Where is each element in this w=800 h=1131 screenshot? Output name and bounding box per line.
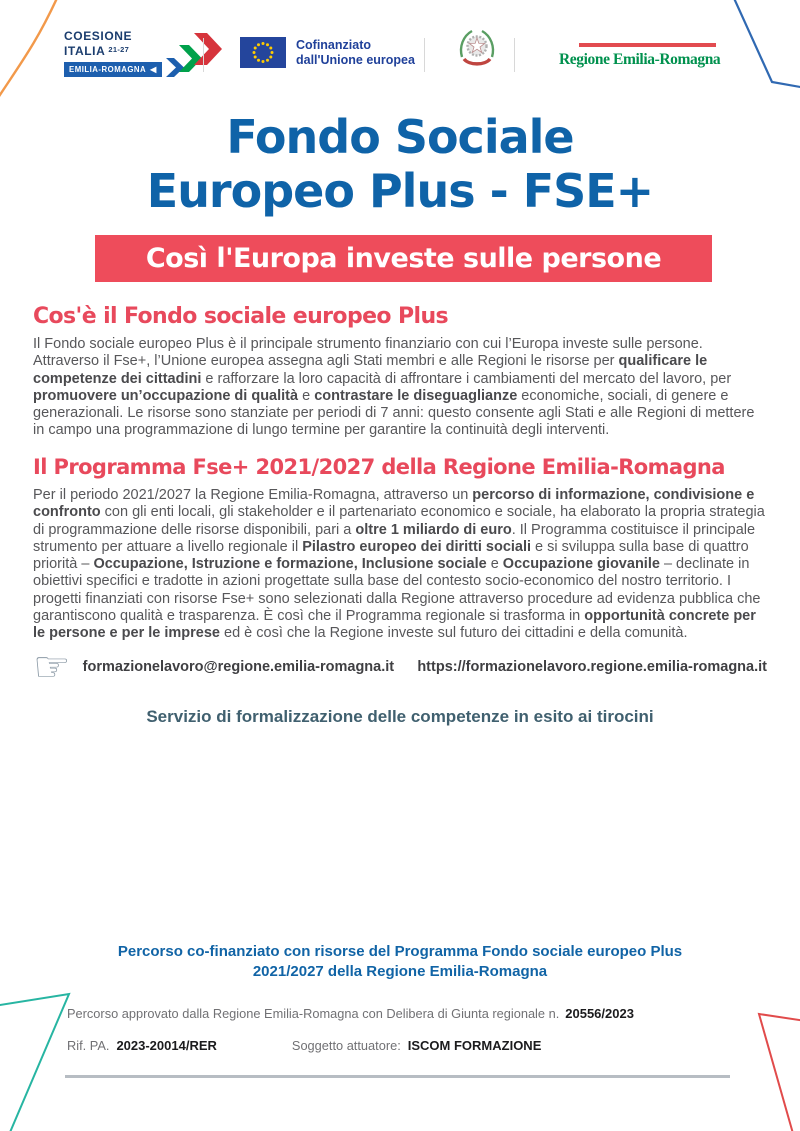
rer-logo-red-bar [579,43,716,47]
red-triangle-decoration [759,1014,800,1131]
rif-pa-value: 2023-20014/RER [116,1038,217,1053]
section2-heading: Il Programma Fse+ 2021/2027 della Regione Emilia-Romagna [33,455,725,479]
header-separator [424,38,425,72]
orange-arc-decoration [0,0,58,104]
rif-pa-label: Rif. PA. [67,1038,110,1053]
coesione-region-bar: EMILIA-ROMAGNA ◀ [64,62,162,77]
service-title: Servizio di formalizzazione delle competenze in esito ai tirocini [146,707,654,726]
eu-cofinanced-label: Cofinanziato dall'Unione europea [296,37,415,67]
coesione-italia-logo [64,30,224,78]
section2-paragraph: Per il periodo 2021/2027 la Regione Emilia-Romagna, attraverso un percorso di informazione, condivisione e confronto con gli enti locali, gli stakeholder e il partenariato economico e sociale, ha elaborato la propria strategia di programmazione delle risorse disponibili, pari a oltre 1 miliardo di euro. Il Programma costituisce il principale strumento per attuare a livello regionale il Pilastro europeo dei diritti sociali e si sviluppa sulla base di quattro priorità – Occupazione, Istruzione e formazione, Inclusione sociale e Occupazione giovanile – declinate in obiettivi specifici e tradotte in azioni progettate sulla base del contesto socio-economico del nostro territorio. I progetti finanziati con risorse Fse+ sono selezionati dalla Regione attraverso procedure ad evidenza pubblica che garantiscono qualità e trasparenza. È così che il Programma regionale si trasforma in opportunità concrete per le persone e per le imprese ed è così che la Regione investe sul futuro dei cittadini e della comunità. [33,487,765,642]
contact-email-link[interactable]: formazionelavoro@regione.emilia-romagna.it [82,659,395,675]
blue-line-decoration [733,0,800,88]
eu-flag-icon [240,37,286,68]
page-title: Fondo Sociale Europeo Plus - FSE+ [146,110,654,218]
soggetto-value: ISCOM FORMAZIONE [407,1038,542,1053]
coesione-logo-years: 21-27 [108,45,130,54]
section1-paragraph: Il Fondo sociale europeo Plus è il principale strumento finanziario con cui l’Europa investe sulle persone. Attraverso il Fse+, l’Unione europea assegna agli Stati membri e alle Regioni le risorse per qualificare le competenze dei cittadini e rafforzare la loro capacità di affrontare i cambiamenti del mercato del lavoro, per promuovere un’occupazione di qualità e contrastare le diseguaglianze economiche, sociali, di genere e generazionali. Le risorse sono stanziate per periodi di 7 anni: questo consente agli Stati e alle Regioni di mettere in campo una programmazione di lungo termine per garantire la continuità degli interventi. [33,336,755,439]
teal-triangle-decoration [0,994,69,1131]
footer-divider [65,1075,730,1078]
cofinanced-note: Percorso co-finanziato con risorse del Programma Fondo sociale europeo Plus 2021/2027 della Regione Emilia-Romagna [117,943,683,980]
approval-number: 20556/2023 [565,1006,634,1021]
reference-line [67,1038,541,1053]
title-banner: Così l'Europa investe sulle persone [95,235,712,282]
soggetto-label: Soggetto attuatore: [291,1038,401,1053]
regione-emilia-romagna-logo [557,43,719,71]
italy-emblem-icon [454,27,500,75]
coesione-logo-line2: ITALIA $^{21-27}$ [64,44,130,58]
arrow-left-icon: ◀ [150,64,157,74]
header-separator [203,38,204,72]
coesione-chevrons-icon [164,32,224,78]
approval-line [67,1006,634,1021]
contact-row [33,644,767,690]
rer-logo-text: Regione Emilia-Romagna [559,50,721,68]
contact-url-link[interactable]: https://formazionelavoro.regione.emilia-romagna.it [417,659,767,675]
header-separator [514,38,515,72]
eu-cofinanced-logo [240,37,415,68]
section1-heading: Cos'è il Fondo sociale europeo Plus [33,304,449,329]
coesione-logo-line1: COESIONE [64,29,133,43]
pointing-hand-icon: ☞ [33,643,71,690]
approval-label: Percorso approvato dalla Regione Emilia-Romagna con Delibera di Giunta regionale n. [67,1006,560,1021]
